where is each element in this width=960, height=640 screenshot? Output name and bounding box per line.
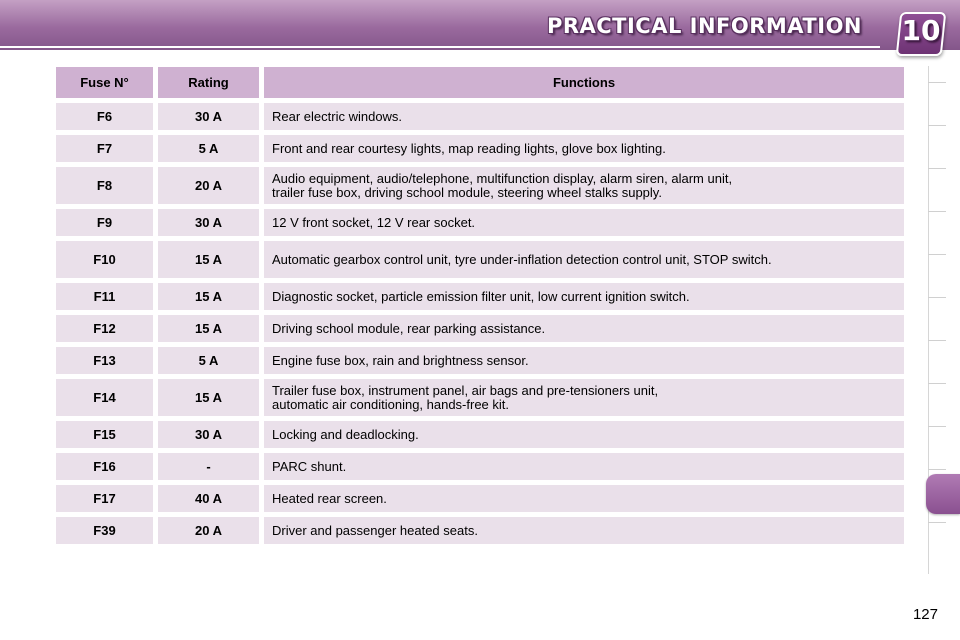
- fuse-number-cell: F8: [56, 167, 158, 204]
- fuse-rating-cell: 5 A: [158, 135, 264, 162]
- fuse-rating-cell: 40 A: [158, 485, 264, 512]
- table-row: [56, 421, 904, 448]
- fuse-rating-cell: 30 A: [158, 103, 264, 130]
- fuse-rating-cell: 20 A: [158, 167, 264, 204]
- side-tab[interactable]: [928, 297, 946, 298]
- fuse-table-body: [56, 103, 904, 544]
- side-tab[interactable]: [928, 522, 946, 523]
- fuse-rating-cell: 15 A: [158, 315, 264, 342]
- fuse-rating-cell: 15 A: [158, 283, 264, 310]
- fuse-number-cell: F6: [56, 103, 158, 130]
- fuse-rating-cell: 30 A: [158, 421, 264, 448]
- fuse-number-cell: F14: [56, 379, 158, 416]
- table-row: [56, 379, 904, 416]
- side-tab[interactable]: [928, 82, 946, 83]
- fuse-table: [56, 62, 904, 549]
- side-tab[interactable]: [928, 426, 946, 427]
- side-tab[interactable]: [928, 340, 946, 341]
- table-row: [56, 315, 904, 342]
- table-row: [56, 103, 904, 130]
- fuse-rating-cell: 15 A: [158, 241, 264, 278]
- fuse-functions-cell: Front and rear courtesy lights, map reading lights, glove box lighting.: [264, 135, 904, 162]
- fuse-rating-cell: 30 A: [158, 209, 264, 236]
- page-number: 127: [912, 606, 938, 623]
- side-tab[interactable]: [928, 469, 946, 470]
- side-tab[interactable]: [928, 383, 946, 384]
- fuse-number-cell: F10: [56, 241, 158, 278]
- side-tab-active-chapter[interactable]: [926, 474, 960, 514]
- table-header-row: [56, 67, 904, 98]
- table-row: [56, 241, 904, 278]
- table-row: [56, 517, 904, 544]
- fuse-functions-cell: Driving school module, rear parking assistance.: [264, 315, 904, 342]
- table-row: [56, 453, 904, 480]
- fuse-functions-cell: Trailer fuse box, instrument panel, air bags and pre-tensioners unit, automatic air conditioning, hands-free kit.: [264, 379, 904, 416]
- side-tab[interactable]: [928, 125, 946, 126]
- table-row: [56, 485, 904, 512]
- fuse-rating-cell: -: [158, 453, 264, 480]
- fuse-functions-cell: Audio equipment, audio/telephone, multifunction display, alarm siren, alarm unit, trailer fuse box, driving school module, steering wheel stalks supply.: [264, 167, 904, 204]
- fuse-functions-cell: Driver and passenger heated seats.: [264, 517, 904, 544]
- fuse-number-cell: F39: [56, 517, 158, 544]
- side-tab[interactable]: [928, 211, 946, 212]
- header-rule: [0, 46, 880, 48]
- fuse-rating-cell: 20 A: [158, 517, 264, 544]
- fuse-functions-cell: PARC shunt.: [264, 453, 904, 480]
- fuse-number-cell: F15: [56, 421, 158, 448]
- side-tab[interactable]: [928, 168, 946, 169]
- fuse-functions-cell: Locking and deadlocking.: [264, 421, 904, 448]
- fuse-number-cell: F7: [56, 135, 158, 162]
- table-row: [56, 283, 904, 310]
- column-header-functions: Functions: [264, 67, 904, 98]
- fuse-number-cell: F9: [56, 209, 158, 236]
- table-row: [56, 347, 904, 374]
- fuse-functions-cell: 12 V front socket, 12 V rear socket.: [264, 209, 904, 236]
- fuse-number-cell: F11: [56, 283, 158, 310]
- table-row: [56, 209, 904, 236]
- column-header-fuse: Fuse N°: [56, 67, 158, 98]
- fuse-functions-cell: Automatic gearbox control unit, tyre under-inflation detection control unit, STOP switch.: [264, 241, 904, 278]
- fuse-number-cell: F12: [56, 315, 158, 342]
- fuse-number-cell: F13: [56, 347, 158, 374]
- fuse-functions-cell: Rear electric windows.: [264, 103, 904, 130]
- fuse-number-cell: F17: [56, 485, 158, 512]
- column-header-rating: Rating: [158, 67, 264, 98]
- chapter-number: 10: [901, 14, 941, 47]
- fuse-functions-cell: Heated rear screen.: [264, 485, 904, 512]
- fuse-functions-cell: Engine fuse box, rain and brightness sensor.: [264, 347, 904, 374]
- table-row: [56, 135, 904, 162]
- fuse-functions-cell: Diagnostic socket, particle emission filter unit, low current ignition switch.: [264, 283, 904, 310]
- fuse-rating-cell: 5 A: [158, 347, 264, 374]
- fuse-number-cell: F16: [56, 453, 158, 480]
- table-row: [56, 167, 904, 204]
- page-title: PRACTICAL INFORMATION: [546, 14, 862, 38]
- fuse-rating-cell: 15 A: [158, 379, 264, 416]
- side-tab[interactable]: [928, 254, 946, 255]
